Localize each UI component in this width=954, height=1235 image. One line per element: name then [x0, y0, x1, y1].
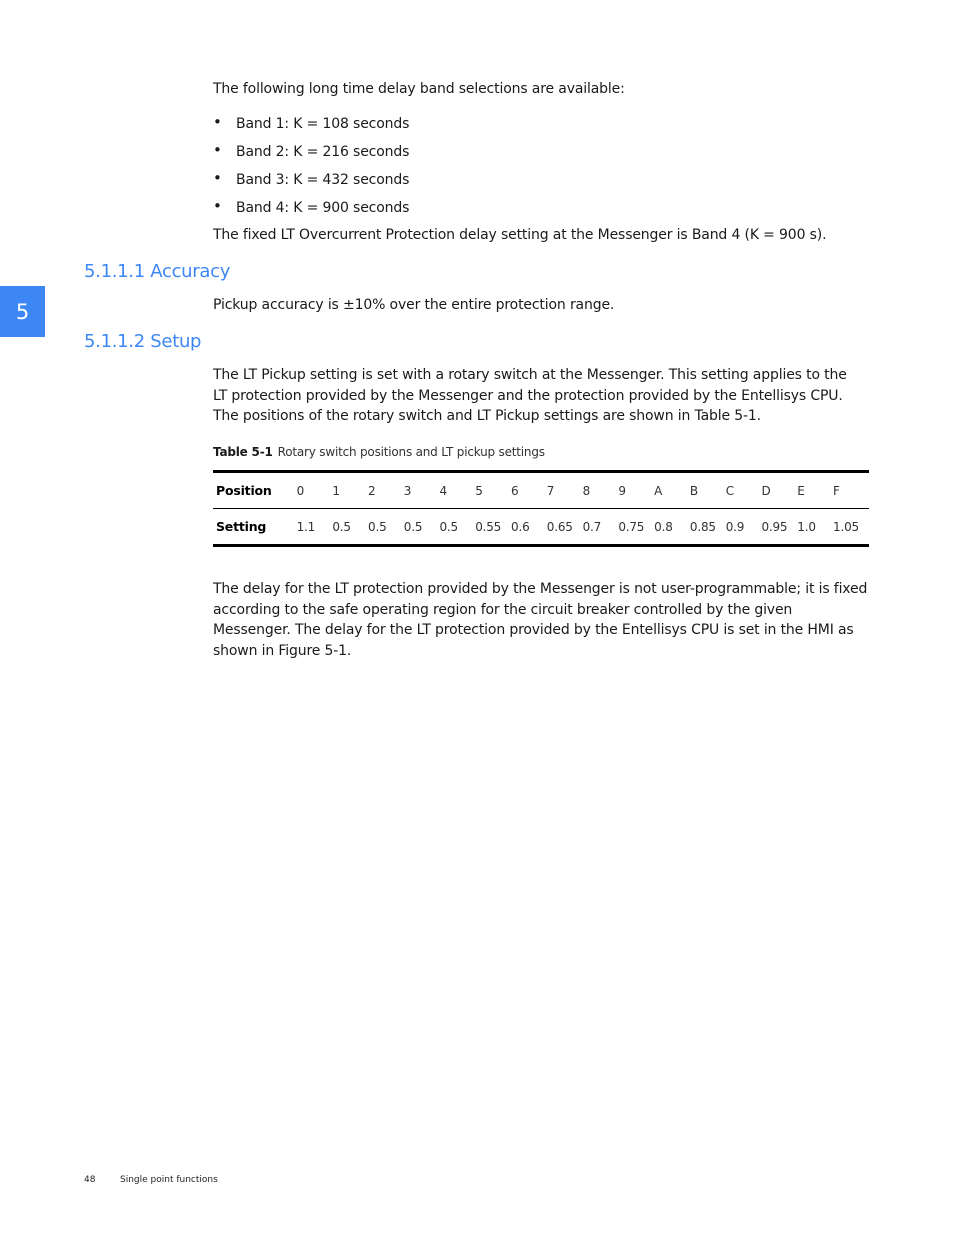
setting-cell: 0.85 — [689, 519, 716, 534]
setting-cell: 0.9 — [725, 519, 745, 534]
page-number: 48 — [84, 1175, 96, 1185]
intro-text: The following long time delay band selections are available: — [213, 81, 625, 97]
setting-cell: 1.0 — [797, 519, 816, 534]
table-row — [213, 473, 869, 509]
list-item — [213, 169, 409, 197]
setting-cell: 1.1 — [296, 519, 316, 534]
bullet-icon: • — [213, 197, 222, 215]
table-row — [213, 509, 869, 545]
band-item-label: Band 4: K = 900 seconds — [236, 200, 410, 216]
position-cell: C — [726, 473, 762, 509]
position-cell: 4 — [439, 473, 475, 509]
setting-cell: 0.5 — [403, 519, 423, 534]
band-item-label: Band 3: K = 432 seconds — [236, 172, 410, 188]
setting-cell: 0.75 — [618, 519, 645, 534]
position-cell: 5 — [475, 473, 511, 509]
band-item-label: Band 1: K = 108 seconds — [236, 116, 410, 132]
list-item — [213, 113, 409, 141]
position-cell: B — [690, 473, 726, 509]
accuracy-text: Pickup accuracy is ±10% over the entire protection range. — [213, 297, 615, 313]
caption-number: Table 5-1 — [213, 445, 273, 459]
setup-heading: 5.1.1.2 Setup — [84, 331, 202, 352]
page-footer — [84, 1175, 218, 1185]
accuracy-heading: 5.1.1.1 Accuracy — [84, 261, 231, 282]
bullet-icon: • — [213, 141, 222, 159]
setting-cell: 0.65 — [546, 519, 573, 534]
caption-text: Rotary switch positions and LT pickup settings — [277, 445, 545, 459]
list-item — [213, 141, 409, 169]
setting-row-header: Setting — [216, 519, 267, 534]
fixed-setting-text: The fixed LT Overcurrent Protection delay setting at the Messenger is Band 4 (K = 900 s). — [213, 227, 827, 243]
setting-cell: 0.95 — [761, 519, 788, 534]
setting-cell: 0.5 — [439, 519, 458, 534]
delay-text: The delay for the LT protection provided by the Messenger is not user-programmable; it is fixed according to the safe operating region for the circuit breaker controlled by the given Messenger. The delay for the LT protection provided by the Entellisys CPU is set in the HMI as shown in Figure 5-1. — [213, 581, 868, 659]
setting-cell: 0.55 — [475, 519, 502, 534]
rotary-switch-table — [213, 470, 869, 547]
position-cell: 9 — [618, 473, 654, 509]
position-cell: A — [654, 473, 690, 509]
band-list — [213, 113, 409, 225]
setting-cell: 0.5 — [368, 519, 387, 534]
bullet-icon: • — [213, 169, 222, 187]
setting-cell: 0.7 — [582, 519, 602, 534]
position-cell: 8 — [583, 473, 619, 509]
bullet-icon: • — [213, 113, 222, 131]
position-cell: E — [797, 473, 833, 509]
position-cell: 3 — [404, 473, 440, 509]
table-caption — [213, 445, 545, 459]
position-cell: 7 — [547, 473, 583, 509]
band-item-label: Band 2: K = 216 seconds — [236, 144, 410, 160]
setting-cell: 0.6 — [511, 519, 530, 534]
list-item — [213, 197, 409, 225]
setup-text: The LT Pickup setting is set with a rotary switch at the Messenger. This setting applies to the LT protection provided by the Messenger and the protection provided by the Entellisys CPU. The positions of the rotary switch and LT Pickup settings are shown in Table 5-1. — [213, 367, 847, 424]
position-cell: 6 — [511, 473, 547, 509]
chapter-tab: 5 — [0, 286, 45, 337]
setting-cell: 0.8 — [654, 519, 673, 534]
setting-cell: 1.05 — [833, 519, 859, 534]
setting-cell: 0.5 — [332, 519, 351, 534]
position-row-header: Position — [213, 473, 297, 509]
position-cell: 1 — [332, 473, 368, 509]
footer-section: Single point functions — [120, 1175, 218, 1185]
position-cell: 2 — [368, 473, 404, 509]
position-cell: F — [833, 473, 869, 509]
position-cell: D — [761, 473, 797, 509]
position-cell: 0 — [297, 473, 333, 509]
